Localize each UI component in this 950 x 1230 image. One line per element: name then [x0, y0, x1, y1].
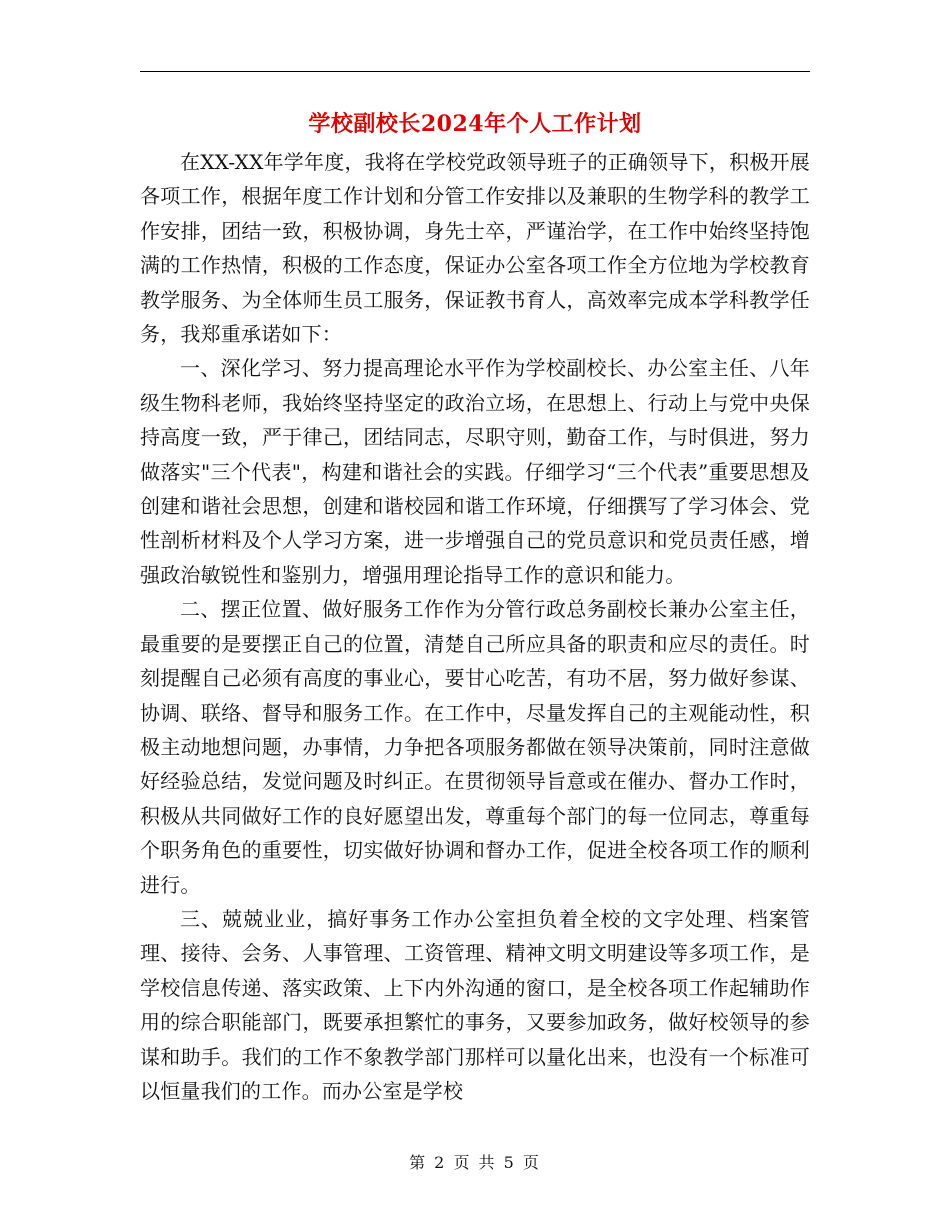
page-indicator: 第 2 页 共 5 页: [409, 1153, 541, 1172]
header-rule: [140, 71, 810, 72]
paragraph-section-1: 一、深化学习、努力提高理论水平作为学校副校长、办公室主任、八年级生物科老师，我始终坚持坚定的政治立场，在思想上、行动上与党中央保持高度一致，严于律己，团结同志，尽职守则，勤奋工作，与时俱进，努力做落实"三个代表"，构建和谐社会的实践。仔细学习“三个代表”重要思想及创建和谐社会思想，创建和谐校园和谐工作环境，仔细撰写了学习体会、党性剖析材料及个人学习方案，进一步增强自己的党员意识和党员责任感，增强政治敏锐性和鉴别力，增强用理论指导工作的意识和能力。: [140, 356, 810, 587]
document-body: [140, 145, 810, 1108]
paragraph-intro: 在XX-XX年学年度，我将在学校党政领导班子的正确领导下，积极开展各项工作，根据年度工作计划和分管工作安排以及兼职的生物学科的教学工作安排，团结一致，积极协调，身先士卒，严谨治学，在工作中始终坚持饱满的工作热情，积极的工作态度，保证办公室各项工作全方位地为学校教育教学服务、为全体师生员工服务，保证教书育人，高效率完成本学科教学任务，我郑重承诺如下：: [140, 150, 810, 347]
paragraph-section-2: 二、摆正位置、做好服务工作作为分管行政总务副校长兼办公室主任，最重要的是要摆正自己的位置，清楚自己所应具备的职责和应尽的责任。时刻提醒自己必须有高度的事业心，要甘心吃苦，有功不居，努力做好参谋、协调、联络、督导和服务工作。在工作中，尽量发挥自己的主观能动性，积极主动地想问题，办事情，力争把各项服务都做在领导决策前，同时注意做好经验总结，发觉问题及时纠正。在贯彻领导旨意或在催办、督办工作时，积极从共同做好工作的良好愿望出发，尊重每个部门的每一位同志，尊重每个职务角色的重要性，切实做好协调和督办工作，促进全校各项工作的顺利进行。: [140, 597, 810, 897]
document-title: 学校副校长2024年个人工作计划: [308, 111, 642, 137]
paragraph-section-3: 三、兢兢业业，搞好事务工作办公室担负着全校的文字处理、档案管理、接待、会务、人事管理、工资管理、精神文明文明建设等多项工作，是学校信息传递、落实政策、上下内外沟通的窗口，是全校各项工作起辅助作用的综合职能部门，既要承担繁忙的事务，又要参加政务，做好校领导的参谋和助手。我们的工作不象教学部门那样可以量化出来，也没有一个标准可以恒量我们的工作。而办公室是学校: [140, 906, 810, 1103]
